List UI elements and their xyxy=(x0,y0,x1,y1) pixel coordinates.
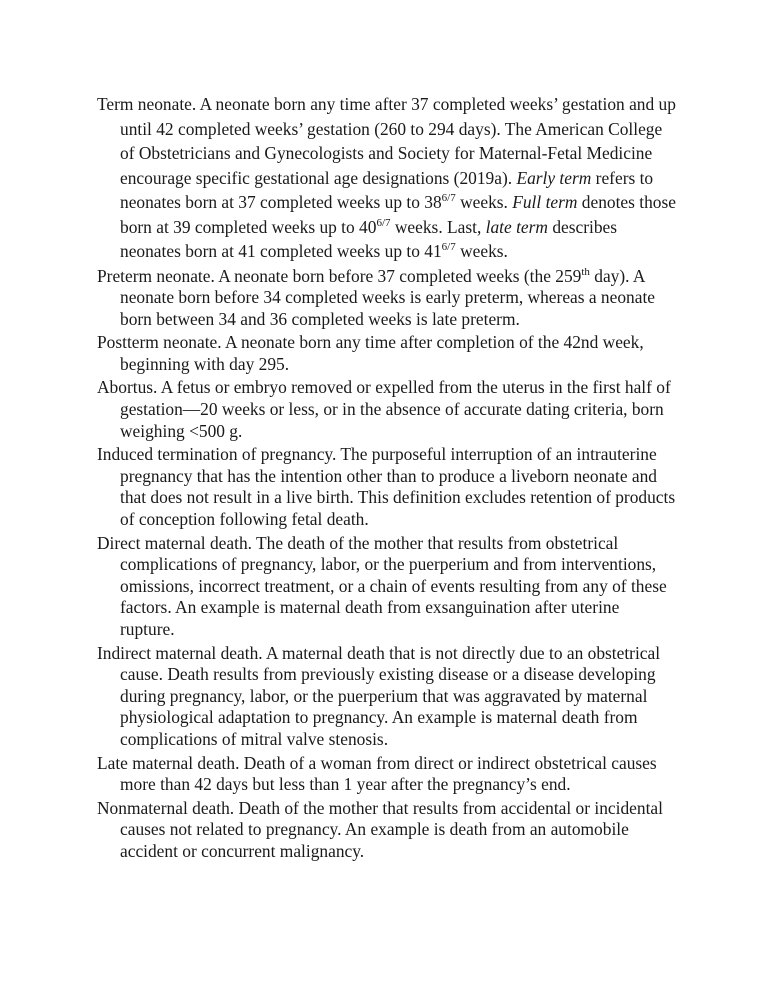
definition-text: weeks. xyxy=(455,192,513,212)
definition-entry xyxy=(97,332,677,375)
definition-text: Term neonate. A neonate born any time after 37 completed weeks’ gestation and up until 42 completed weeks’ gestation (260 to 294 days). The American College of Obstetricians and Gynecologists and Society for Maternal-Fetal Medicine encourage specific gestational age designations (2019a). xyxy=(97,94,676,188)
definition-text: denotes those born at 39 completed weeks up to 40 xyxy=(120,192,676,237)
superscript: 6/7 xyxy=(376,216,391,229)
definition-entry xyxy=(97,643,677,751)
definition-text: Direct maternal death. The death of the mother that results from obstetrical complications of pregnancy, labor, or the puerperium and from interventions, omissions, incorrect treatment, or a chain of events resulting from any of these factors. An example is maternal death from exsanguination after uterine rupture. xyxy=(97,532,667,639)
definition-text: Nonmaternal death. Death of the mother that results from accidental or incidental causes not related to pregnancy. An example is death from an automobile accident or concurrent malignancy. xyxy=(97,797,663,861)
italic-term: Early term xyxy=(516,167,592,188)
definition-text: Postterm neonate. A neonate born any time after completion of the 42nd week, beginning with day 295. xyxy=(97,332,644,374)
definition-entry xyxy=(97,92,677,264)
definition-text: refers to neonates born at 37 completed weeks up to 38 xyxy=(120,167,654,212)
definition-text: weeks. Last, xyxy=(390,216,486,237)
definition-text: Preterm neonate. A neonate born before 37 completed weeks (the 259 xyxy=(97,265,582,286)
definition-entry xyxy=(97,798,677,863)
definition-text: weeks. xyxy=(455,241,508,261)
definition-text: Indirect maternal death. A maternal death that is not directly due to an obstetrical cause. Death results from previously existing disease or a disease developing during pregnancy, labor, or the puerperium that was aggravated by maternal physiological adaptation to pregnancy. An example is maternal death from complications of mitral valve stenosis. xyxy=(97,642,661,749)
italic-term: late term xyxy=(485,216,548,237)
superscript: 6/7 xyxy=(441,192,456,205)
definition-entry xyxy=(97,266,677,331)
definition-text: day). A neonate born before 34 completed weeks is early preterm, whereas a neonate born between 34 and 36 completed weeks is late preterm. xyxy=(120,265,656,329)
italic-term: Full term xyxy=(512,192,578,212)
superscript: 6/7 xyxy=(441,241,456,254)
definition-entry xyxy=(97,753,677,796)
definition-text: Abortus. A fetus or embryo removed or expelled from the uterus in the first half of gestation—20 weeks or less, or in the absence of accurate dating criteria, born weighing <500 g. xyxy=(97,377,671,441)
definition-entry xyxy=(97,533,677,641)
definition-text: Late maternal death. Death of a woman from direct or indirect obstetrical causes more than 42 days but less than 1 year after the pregnancy’s end. xyxy=(97,752,657,795)
superscript: th xyxy=(581,265,590,278)
definition-entry xyxy=(97,444,677,530)
definition-entry xyxy=(97,377,677,442)
definitions-list xyxy=(97,92,677,865)
definition-text: describes neonates born at 41 completed weeks up to 41 xyxy=(120,216,618,261)
definition-text: Induced termination of pregnancy. The purposeful interruption of an intrauterine pregnancy that has the intention other than to produce a liveborn neonate and that does not result in a live birth. This definition excludes retention of products of conception following fetal death. xyxy=(97,444,676,530)
